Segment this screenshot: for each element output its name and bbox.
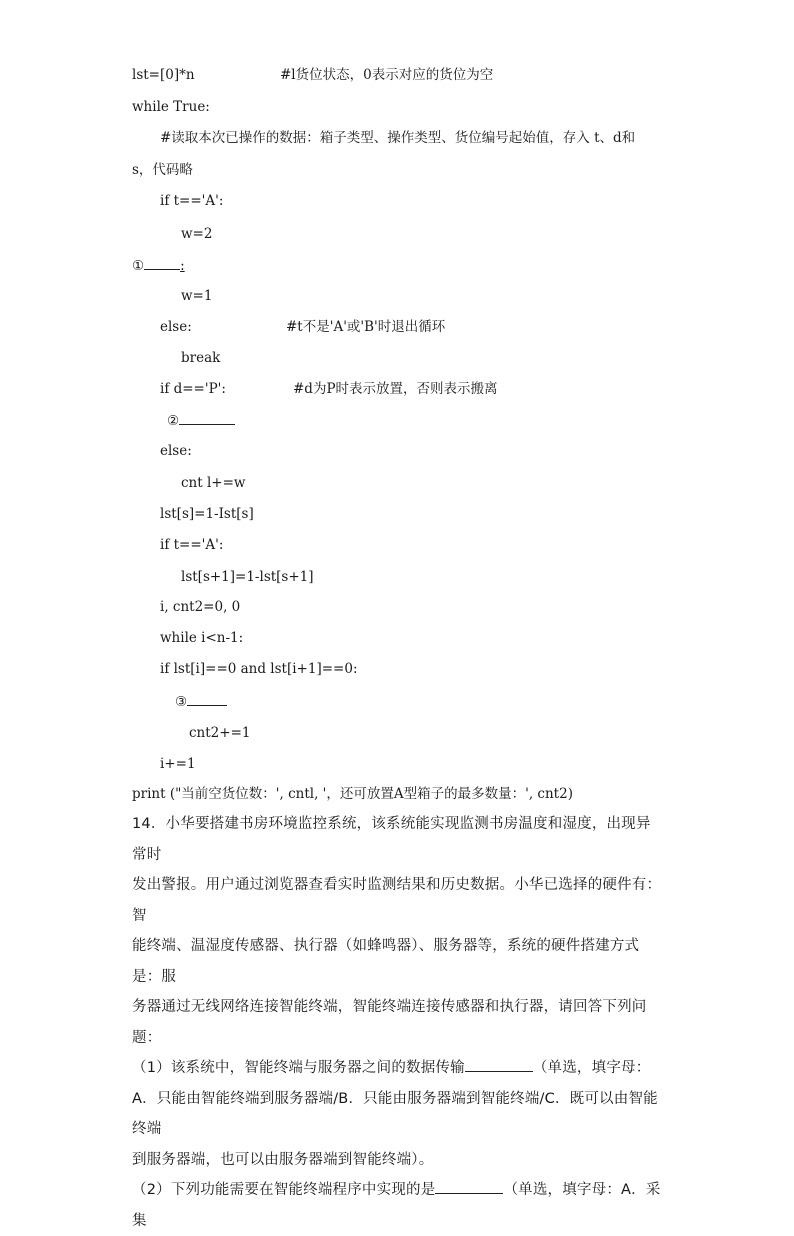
blank-3 [175,693,227,710]
blank-2-mark: ② [167,413,180,429]
code-text: if d=='P': [160,381,226,397]
code-comment: #l货位状态，0表示对应的货位为空 [280,67,494,83]
question-14-line: 能终端、温湿度传感器、执行器（如蜂鸣器）、服务器等，系统的硬件搭建方式是：服 [132,938,640,985]
answer-blank-2 [435,1181,503,1194]
blank-1-mark: ① [132,258,145,274]
code-line-while: while True: [132,99,210,115]
sub-question-1-hint: （单选，填字母： [532,1060,651,1076]
sub-question-1 [132,1053,662,1084]
code-line-if-t-a: if t=='A': [160,193,224,209]
question-14-line: 14．小华要搭建书房环境监控系统，该系统能实现监测书房温度和湿度，出现异常时 [132,816,651,863]
question-14-line: 务器通过无线网络连接智能终端，智能终端连接传感器和执行器，请回答下列问题： [132,999,647,1046]
question-14 [132,809,662,1236]
sub-question-2 [132,1175,662,1236]
code-line-cnt1: cnt l+=w [181,475,246,491]
code-line-if-lst: if lst[i]==0 and lst[i+1]==0: [160,661,358,677]
code-line-w1: w=1 [181,288,213,304]
code-line-else-2: else: [160,443,192,459]
sub-question-1-text: （1）该系统中，智能终端与服务器之间的数据传输 [132,1060,465,1076]
answer-blank-1 [465,1059,533,1072]
blank-3-underline [187,693,227,706]
blank-1-colon: : [180,258,185,274]
code-line-i-cnt2: i, cnt2=0, 0 [160,599,241,615]
code-line-break: break [181,350,221,366]
code-comment-read-data: #读取本次已操作的数据：箱子类型、操作类型、货位编号起始值，存入 t、d和 [160,130,636,146]
code-line-w2: w=2 [181,226,213,242]
question-14-line: 发出警报。用户通过浏览器查看实时监测结果和历史数据。小华已选择的硬件有：智 [132,877,662,924]
sub-question-2-hint: （单选，填字母：A．采集 [132,1182,661,1229]
code-comment: #t不是'A'或'B'时退出循环 [286,319,446,335]
sub-question-2-text: （2）下列功能需要在智能终端程序中实现的是 [132,1182,436,1198]
blank-1-underline [144,257,180,270]
code-line-lst-s1: lst[s+1]=1-lst[s+1] [181,569,314,585]
blank-3-mark: ③ [175,694,188,710]
code-line-i-inc: i+=1 [160,756,196,772]
sub-question-1-options: A．只能由智能终端到服务器端/B．只能由服务器端到智能终端/C．既可以由智能终端 [132,1090,658,1137]
code-comment: #d为P时表示放置，否则表示搬离 [293,381,498,397]
code-line-lst-s: lst[s]=1-Ist[s] [160,506,254,522]
blank-1 [132,257,185,274]
code-comment-read-data-cont: s，代码略 [132,162,193,178]
code-line-print: print ("当前空货位数：', cntl, '，还可放置A型箱子的最多数量：', cnt2) [132,786,573,802]
code-text: lst=[0]*n [132,67,195,83]
blank-2 [167,412,235,429]
code-line-while-i: while i<n-1: [160,630,244,646]
blank-2-underline [179,412,235,425]
code-text: else: [160,319,192,335]
code-line-if-t-a-2: if t=='A': [160,537,224,553]
sub-question-1-options-cont: 到服务器端，也可以由服务器端到智能终端）。 [132,1151,434,1168]
code-line-cnt2: cnt2+=1 [189,725,251,741]
